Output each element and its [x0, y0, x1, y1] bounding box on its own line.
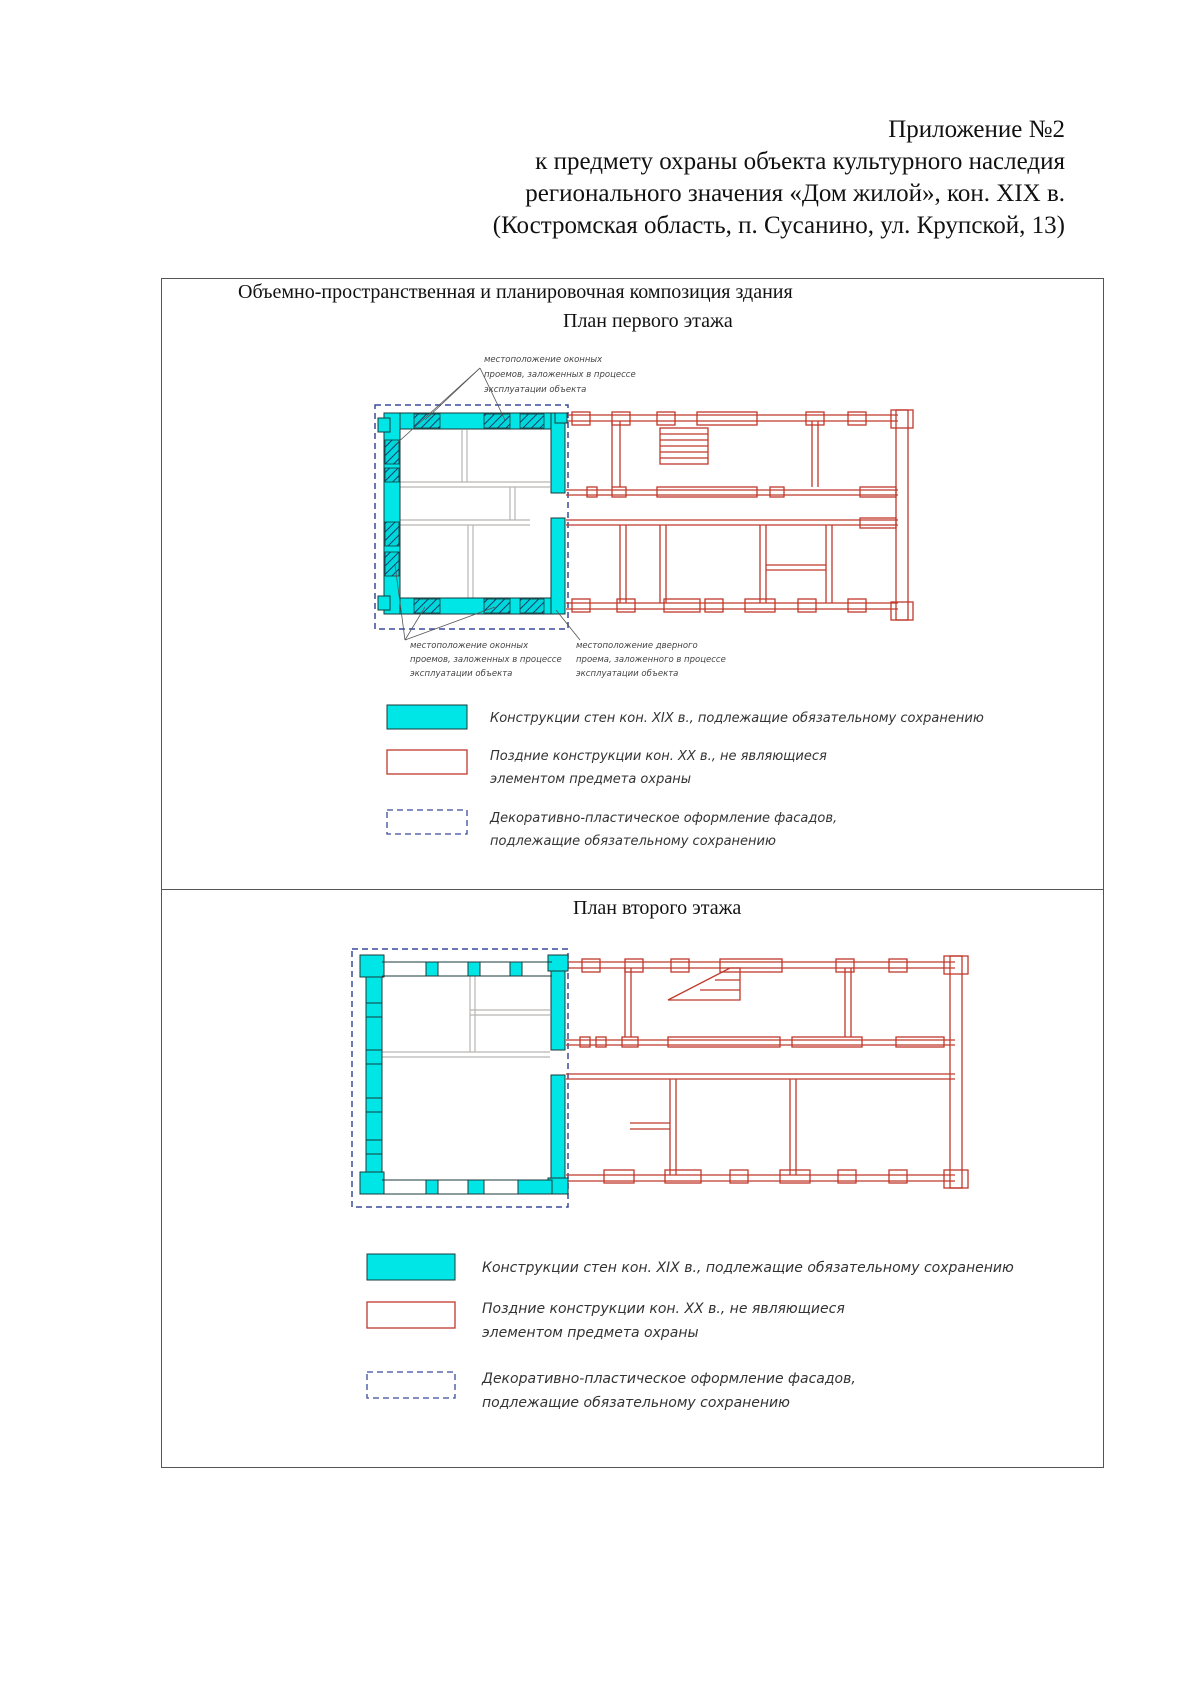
legend2-cyan-swatch — [367, 1254, 455, 1280]
legend-plan1 — [387, 705, 984, 849]
section-title: Объемно-пространственная и планировочная композиция здания — [238, 281, 793, 303]
appendix-address: (Костромская область, п. Сусанино, ул. Крупской, 13) — [492, 212, 1065, 239]
legend1-red-label-2: элементом предмета охраны — [490, 772, 692, 787]
plan1-filled-windows — [385, 414, 544, 613]
legend2-dash-swatch — [367, 1372, 455, 1398]
appendix-number: Приложение №2 — [888, 116, 1065, 143]
plan2-preserved-walls — [360, 955, 568, 1194]
plan1-note-bl-3: эксплуатации объекта — [410, 669, 513, 679]
plan1-note-top-2: проемов, заложенных в процессе — [484, 370, 636, 380]
plan1-note-bl-2: проемов, заложенных в процессе — [410, 655, 562, 665]
plan1-late-walls — [566, 410, 913, 620]
legend-plan2 — [367, 1254, 1014, 1411]
plan1-note-br-2: проема, заложенного в процессе — [576, 655, 726, 665]
legend1-dash-label-2: подлежащие обязательному сохранению — [490, 834, 776, 849]
legend1-red-swatch — [387, 750, 467, 774]
appendix-object: регионального значения «Дом жилой», кон. XIX в. — [525, 180, 1065, 207]
plan1-note-top-1: местоположение оконных — [484, 355, 603, 365]
legend2-red-label-1: Поздние конструкции кон. XX в., не являющиеся — [482, 1301, 845, 1317]
plan1-note-br-1: местоположение дверного — [576, 641, 698, 651]
plan1-title: План первого этажа — [563, 310, 733, 332]
plan1-note-bl-1: местоположение оконных — [410, 641, 529, 651]
plan1-facade-decor — [375, 405, 568, 629]
plan2-outer-wall-lines — [366, 962, 552, 1194]
plan1-note-br-3: эксплуатации объекта — [576, 669, 679, 679]
plan1 — [375, 355, 913, 679]
legend2-dash-label-2: подлежащие обязательному сохранению — [482, 1395, 790, 1411]
plan2-title: План второго этажа — [573, 897, 742, 919]
plan1-interior-partitions — [397, 430, 550, 598]
plan1-note-top-3: эксплуатации объекта — [484, 385, 587, 395]
plan2-late-walls — [566, 956, 968, 1188]
legend2-red-swatch — [367, 1302, 455, 1328]
legend2-red-label-2: элементом предмета охраны — [482, 1325, 699, 1341]
legend2-cyan-label: Конструкции стен кон. XIX в., подлежащие обязательному сохранению — [482, 1260, 1014, 1276]
legend1-cyan-swatch — [387, 705, 467, 729]
legend1-dash-swatch — [387, 810, 467, 834]
plan2-facade-decor — [352, 949, 568, 1207]
appendix-subject: к предмету охраны объекта культурного наследия — [535, 148, 1065, 175]
legend1-cyan-label: Конструкции стен кон. XIX в., подлежащие обязательному сохранению — [490, 711, 984, 726]
legend1-dash-label-1: Декоративно-пластическое оформление фасадов, — [490, 811, 838, 826]
legend2-dash-label-1: Декоративно-пластическое оформление фасадов, — [482, 1371, 856, 1387]
plan2-interior-partitions — [378, 970, 550, 1057]
legend1-red-label-1: Поздние конструкции кон. XX в., не являющиеся — [490, 749, 827, 764]
plan2 — [352, 949, 968, 1207]
